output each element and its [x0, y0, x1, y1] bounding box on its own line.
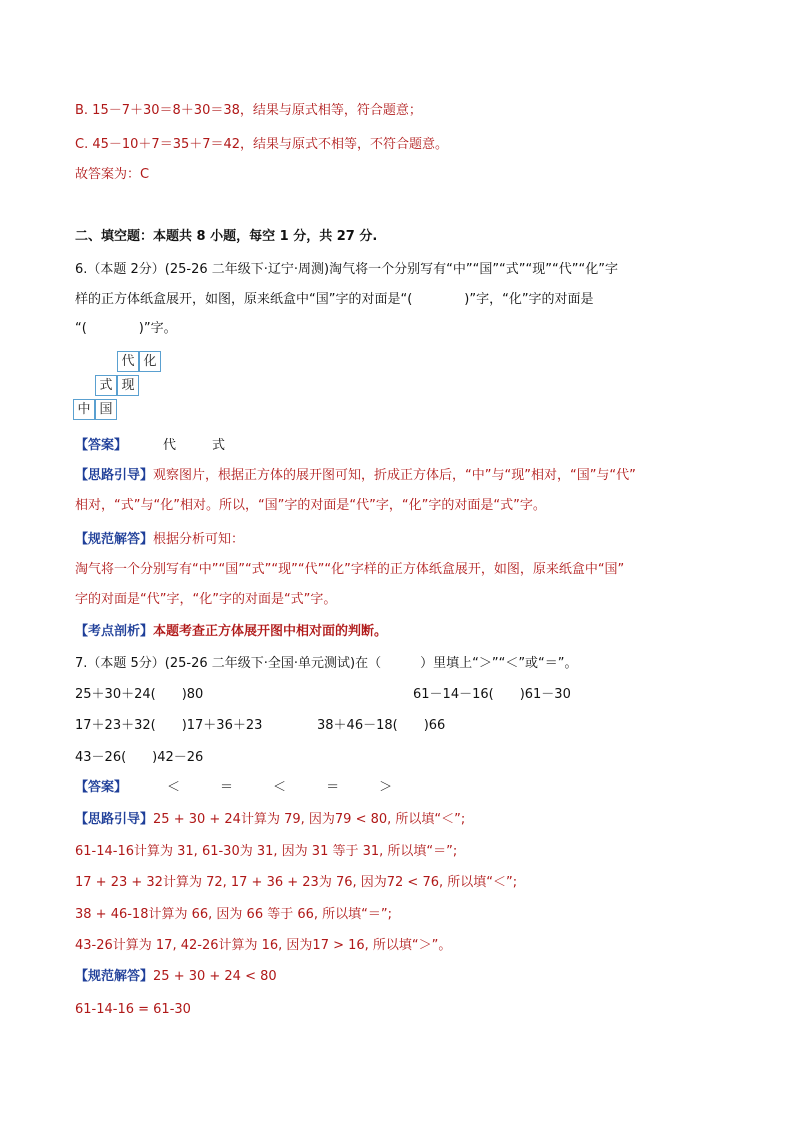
answer-tag: 【答案】: [75, 438, 128, 453]
answer-value: ＜: [167, 780, 181, 795]
net-cell-zhong: 中: [73, 399, 95, 420]
hint-tag: 【思路引导】: [75, 812, 154, 827]
net-cell-shi: 式: [95, 375, 117, 396]
q7-solution-line1: [75, 968, 277, 986]
analysis-tag: 【考点剖析】: [75, 624, 154, 639]
q7-hint-line5: 43-26计算为 17, 42-26计算为 16, 因为17 > 16, 所以填“＞”。: [75, 938, 452, 953]
answer-value: 代: [163, 438, 177, 453]
q6-analysis: [75, 623, 387, 641]
q6-stem-line2: 样的正方体纸盒展开，如图，原来纸盒中“国”字的对面是“( )”字，“化”字的对面是: [75, 292, 594, 307]
q7-expr-5: 43－26( )42－26: [75, 750, 204, 765]
solution-text: 25 + 30 + 24 < 80: [153, 969, 277, 984]
analysis-text: 本题考查正方体展开图中相对面的判断。: [153, 624, 388, 639]
q7-hint-line4: 38 + 46-18计算为 66, 因为 66 等于 66, 所以填“＝”;: [75, 907, 393, 922]
section-title: 二、填空题：本题共 8 小题，每空 1 分，共 27 分.: [75, 229, 378, 244]
q7-hint-line2: 61-14-16计算为 31, 61-30为 31, 因为 31 等于 31, 所以填“＝”;: [75, 844, 458, 859]
q7-answer: [75, 779, 392, 797]
q6-answer: [75, 437, 225, 455]
prev-option-b: B. 15－7＋30＝8＋30＝38，结果与原式相等，符合题意；: [75, 103, 422, 118]
answer-value: ＝: [326, 780, 340, 795]
q7-expr-1: 25＋30＋24( )80: [75, 687, 204, 702]
hint-text: 观察图片，根据正方体的展开图可知，折成正方体后，“中”与“现”相对，“国”与“代”: [153, 468, 636, 483]
hint-text: 25 + 30 + 24计算为 79, 因为79 < 80, 所以填“＜”;: [153, 812, 466, 827]
q7-solution-line2: 61-14-16 = 61-30: [75, 1002, 191, 1017]
solution-tag: 【规范解答】: [75, 532, 154, 547]
solution-tag: 【规范解答】: [75, 969, 154, 984]
hint-tag: 【思路引导】: [75, 468, 154, 483]
answer-value: 式: [212, 438, 226, 453]
answer-tag: 【答案】: [75, 780, 128, 795]
q6-solution-line2: 字的对面是“代”字，“化”字的对面是“式”字。: [75, 592, 337, 607]
q6-stem-line3: “( )”字。: [75, 321, 177, 336]
q7-stem: 7.（本题 5分）(25-26 二年级下·全国·单元测试)在（ ）里填上“＞”“＜”或“＝”。: [75, 656, 578, 671]
q6-hint-line2: 相对，“式”与“化”相对。所以，“国”字的对面是“代”字，“化”字的对面是“式”字。: [75, 498, 546, 513]
solution-text: 根据分析可知：: [153, 532, 245, 547]
cube-net-figure: [73, 351, 173, 423]
prev-answer: 故答案为：C: [75, 167, 150, 182]
answer-value: ＜: [273, 780, 287, 795]
q6-stem-line1: 6.（本题 2分）(25-26 二年级下·辽宁·周测)淘气将一个分别写有“中”“国”“式”“现”“代”“化”字: [75, 262, 618, 277]
answer-value: ＝: [220, 780, 234, 795]
q7-hint-line3: 17 + 23 + 32计算为 72, 17 + 36 + 23为 76, 因为72 < 76, 所以填“＜”;: [75, 875, 518, 890]
q7-hint-line1: [75, 811, 465, 829]
answer-value: ＞: [379, 780, 393, 795]
q7-expr-3: 17＋23＋32( )17＋36＋23: [75, 718, 263, 733]
q6-solution-head: [75, 531, 244, 549]
net-cell-xian: 现: [117, 375, 139, 396]
net-cell-guo: 国: [95, 399, 117, 420]
q6-solution-line1: 淘气将一个分别写有“中”“国”“式”“现”“代”“化”字样的正方体纸盒展开，如图，原来纸盒中“国”: [75, 562, 625, 577]
q7-expr-4: 38＋46－18( )66: [317, 718, 446, 733]
prev-option-c: C. 45－10＋7＝35＋7＝42，结果与原式不相等，不符合题意。: [75, 137, 449, 152]
q6-hint-line1: [75, 467, 636, 485]
q7-expr-2: 61－14－16( )61－30: [413, 687, 571, 702]
net-cell-dai: 代: [117, 351, 139, 372]
net-cell-hua: 化: [139, 351, 161, 372]
